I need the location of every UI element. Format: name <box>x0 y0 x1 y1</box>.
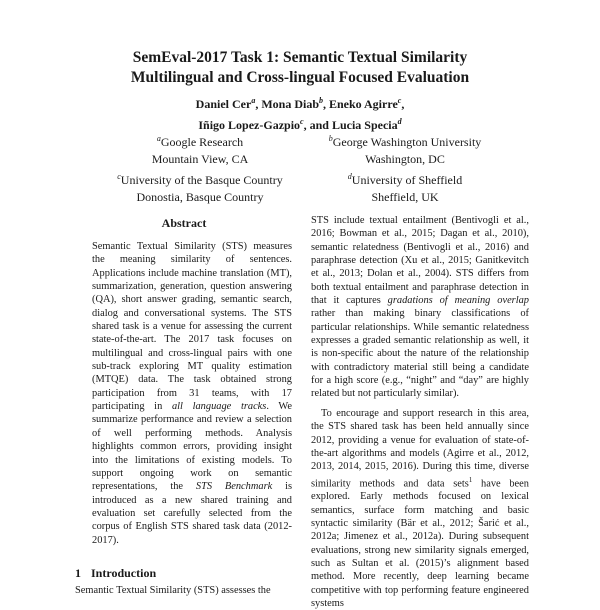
author-name: Lucia Specia <box>331 118 398 132</box>
author-affil-mark: c <box>397 96 402 105</box>
body-text: rather than making binary classifications of particular relationships. While semantic relatedness expresses a graded semantic relationship as well, it is non-specific about the nature of the relationship with contradictory material still being a candidate for a high score (e.g., “night” and “day” are highly related but not particularly similar). <box>311 308 529 400</box>
body-emphasis: gradations of meaning overlap <box>387 295 530 307</box>
introduction-first-line: Semantic Textual Similarity (STS) assesses the <box>75 585 271 596</box>
section-heading-introduction <box>75 566 295 581</box>
body-text: have been explored. Early methods focused on lexical semantics, surface form matching and basic syntactic similarity (Bär et al., 2012; Šarić et al., 2012a; Jimenez et al., 2012a). During subsequent evaluations, strong new similarity signals emerged, such as Sultan et al. (2015)’s alignment based method. More recently, deep learning became competitive with top performing feature engineered systems <box>311 478 529 610</box>
section-title: Introduction <box>91 566 157 580</box>
author-name: Eneko Agirre <box>329 97 398 111</box>
paragraph <box>311 407 529 610</box>
section-number: 1 <box>75 566 81 580</box>
abstract-emphasis: STS Benchmark <box>195 481 273 493</box>
author-affil-mark: a <box>251 96 256 105</box>
author-affil-mark: b <box>319 96 323 105</box>
abstract-text: . We summarize performance and review a selection of well performing methods. Analysis highlights common errors, providing insight into the limitations of existing models. To support ongoing work on semantic representations, the <box>92 401 293 493</box>
paragraph <box>311 214 529 401</box>
affil-mark: d <box>347 172 352 181</box>
abstract-body <box>92 240 292 547</box>
authors-line-2: Iñigo Lopez-Gazpio$^c$, and Lucia Specia$^d$ <box>198 117 402 132</box>
body-text: To encourage and support research in this area, the STS shared task has been held annually since 2012, providing a venue for evaluation of state-of-the-art algorithms and models (Agirre et al., 2012, 2013, 2014, 2015, 2016). During this time, diverse similarity methods and data sets <box>311 407 529 489</box>
affiliation-sheffield <box>310 168 500 206</box>
author-name: Iñigo Lopez-Gazpio <box>198 118 301 132</box>
author-name: Mona Diab <box>261 97 319 111</box>
abstract-heading: Abstract <box>161 216 207 230</box>
footnote-mark[interactable]: 1 <box>468 475 473 484</box>
affil-org: University of the Basque Country <box>120 173 283 187</box>
affil-location: Mountain View, CA <box>151 152 249 166</box>
abstract-text: is introduced as a new shared training and evaluation set carefully selected from the corpus of English STS shared task data (2012-2017). <box>92 481 293 546</box>
author-affil-mark: d <box>397 117 402 126</box>
authors-line-1: Daniel Cer$^a$, Mona Diab$^b$, Eneko Agirre$^c$, <box>195 96 405 111</box>
affil-location: Washington, DC <box>365 152 445 166</box>
affil-org: George Washington University <box>332 135 482 149</box>
title-line-1: SemEval-2017 Task 1: Semantic Textual Similarity <box>132 49 468 66</box>
affil-mark: b <box>328 134 333 143</box>
author-list <box>0 92 600 134</box>
affil-org: University of Sheffield <box>351 173 463 187</box>
abstract-emphasis: all language tracks <box>171 401 267 413</box>
right-column-body <box>311 214 529 610</box>
title-line-2: Multilingual and Cross-lingual Focused Evaluation <box>130 69 470 86</box>
affil-mark: a <box>156 134 161 143</box>
body-text: STS include textual entailment (Bentivogli et al., 2016; Bowman et al., 2015; Dagan et al., 2010), semantic relatedness (Bentivogli et al., 2016) and paraphrase detection (Xu et al., 2015; Ganitkevitch et al., 2013; Dolan et al., 2004). STS differs from both textual entailment and paraphrase detection in that it captures <box>311 215 529 307</box>
affiliation-ehu <box>100 168 300 206</box>
paper-title <box>0 48 600 88</box>
affil-org: Google Research <box>160 135 244 149</box>
author-name: Daniel Cer <box>195 97 252 111</box>
affiliation-google <box>115 130 285 168</box>
affil-location: Sheffield, UK <box>371 190 439 204</box>
author-affil-mark: c <box>300 117 304 126</box>
affil-mark: c <box>117 172 121 181</box>
affiliation-gwu <box>305 130 505 168</box>
abstract-text: Semantic Textual Similarity (STS) measures the meaning similarity of sentences. Applications include machine translation (MT), summarization, generation, question answering (QA), short answer grading, semantic search, dialog and conversational systems. The STS shared task is a venue for assessing the current state-of-the-art. The 2017 task focuses on multilingual and cross-lingual pairs with one sub-track exploring MT quality estimation (MTQE) data. The task obtained strong participation from 31 teams, with 17 participating in <box>92 241 292 413</box>
affil-location: Donostia, Basque Country <box>136 190 264 204</box>
